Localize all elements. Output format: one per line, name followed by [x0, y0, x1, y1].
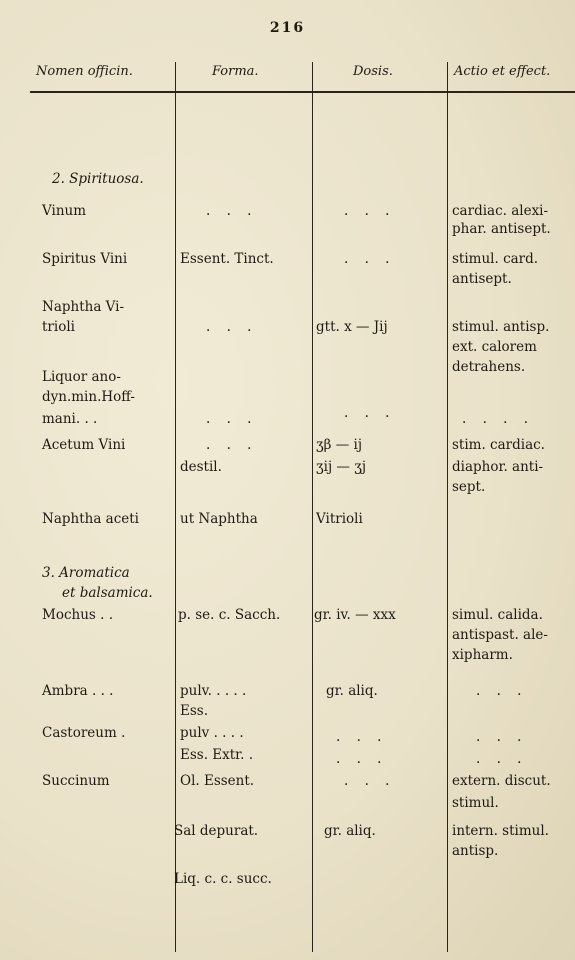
section-label: 3. Aromatica [42, 565, 130, 581]
drug-form: . . . [206, 437, 258, 453]
drug-form: pulv. . . . . [180, 683, 247, 699]
drug-action: . . . . [462, 411, 535, 427]
section-label: et balsamica. [62, 585, 153, 601]
header-name: Nomen officin. [36, 64, 133, 79]
drug-name: dyn.min.Hoff- [42, 389, 135, 405]
drug-action: . . . [476, 751, 528, 767]
drug-dose: . . . [336, 751, 388, 767]
drug-form: Ol. Essent. [180, 773, 255, 789]
column-divider-2 [312, 62, 313, 952]
drug-name: Spiritus Vini [42, 251, 128, 267]
drug-action: simul. calida. [452, 607, 543, 623]
header-form: Forma. [212, 64, 259, 79]
drug-form: p. se. c. Sacch. [178, 607, 281, 623]
header-action: Actio et effect. [454, 64, 551, 79]
drug-action: sept. [452, 479, 486, 495]
column-divider-3 [447, 62, 448, 952]
drug-name: Naphtha aceti [42, 511, 139, 527]
drug-form: . . . [206, 411, 258, 427]
drug-dose: . . . [344, 773, 396, 789]
drug-action: extern. discut. [452, 773, 551, 789]
drug-action: cardiac. alexi- [452, 203, 549, 219]
drug-name: Mochus . . [42, 607, 113, 623]
drug-name: Ambra . . . [42, 683, 114, 699]
drug-form: Liq. c. c. succ. [174, 871, 272, 887]
drug-action: stimul. antisp. [452, 319, 550, 335]
drug-form: ut Naphtha [180, 511, 258, 527]
header-rule [30, 91, 575, 93]
drug-name: Acetum Vini [42, 437, 126, 453]
page-number: 216 [269, 20, 306, 36]
drug-dose: gr. aliq. [324, 823, 376, 839]
drug-form: Ess. Extr. . [180, 747, 254, 763]
drug-action: detrahens. [452, 359, 526, 375]
drug-action: stimul. [452, 795, 499, 811]
drug-form: . . . [206, 203, 258, 219]
drug-action: phar. antisept. [452, 221, 551, 237]
drug-action: diaphor. anti- [452, 459, 544, 475]
drug-dose: ʒij — ʒj [316, 459, 367, 475]
drug-action: xipharm. [452, 647, 513, 663]
drug-action: ext. calorem [452, 339, 537, 355]
drug-dose: . . . [336, 729, 388, 745]
drug-action: antisp. [452, 843, 499, 859]
drug-action: . . . [476, 683, 528, 699]
drug-name: trioli [42, 319, 75, 335]
drug-name: mani. . . [42, 411, 98, 427]
drug-action: antisept. [452, 271, 512, 287]
drug-action: . . . [476, 729, 528, 745]
drug-dose: . . . [344, 405, 396, 421]
header-dose: Dosis. [353, 64, 393, 79]
drug-name: Vinum [42, 203, 87, 219]
drug-name: Castoreum . [42, 725, 126, 741]
drug-dose: . . . [344, 203, 396, 219]
section-label: 2. Spirituosa. [52, 171, 144, 187]
drug-name: Naphtha Vi- [42, 299, 125, 315]
drug-dose: ʒβ — ij [316, 437, 363, 453]
column-divider-1 [175, 62, 176, 952]
drug-action: stim. cardiac. [452, 437, 545, 453]
drug-name: Succinum [42, 773, 110, 789]
drug-form: destil. [180, 459, 222, 475]
drug-action: antispast. ale- [452, 627, 548, 643]
drug-action: stimul. card. [452, 251, 539, 267]
drug-form: Essent. Tinct. [180, 251, 274, 267]
drug-action: intern. stimul. [452, 823, 549, 839]
drug-form: Sal depurat. [174, 823, 259, 839]
drug-dose: Vitrioli [316, 511, 363, 527]
drug-form: Ess. [180, 703, 209, 719]
drug-form: pulv . . . . [180, 725, 244, 741]
drug-dose: . . . [344, 251, 396, 267]
drug-dose: gr. aliq. [326, 683, 378, 699]
drug-dose: gtt. x — Jij [316, 319, 388, 335]
drug-form: . . . [206, 319, 258, 335]
drug-name: Liquor ano- [42, 369, 121, 385]
drug-dose: gr. iv. — xxx [314, 607, 396, 623]
